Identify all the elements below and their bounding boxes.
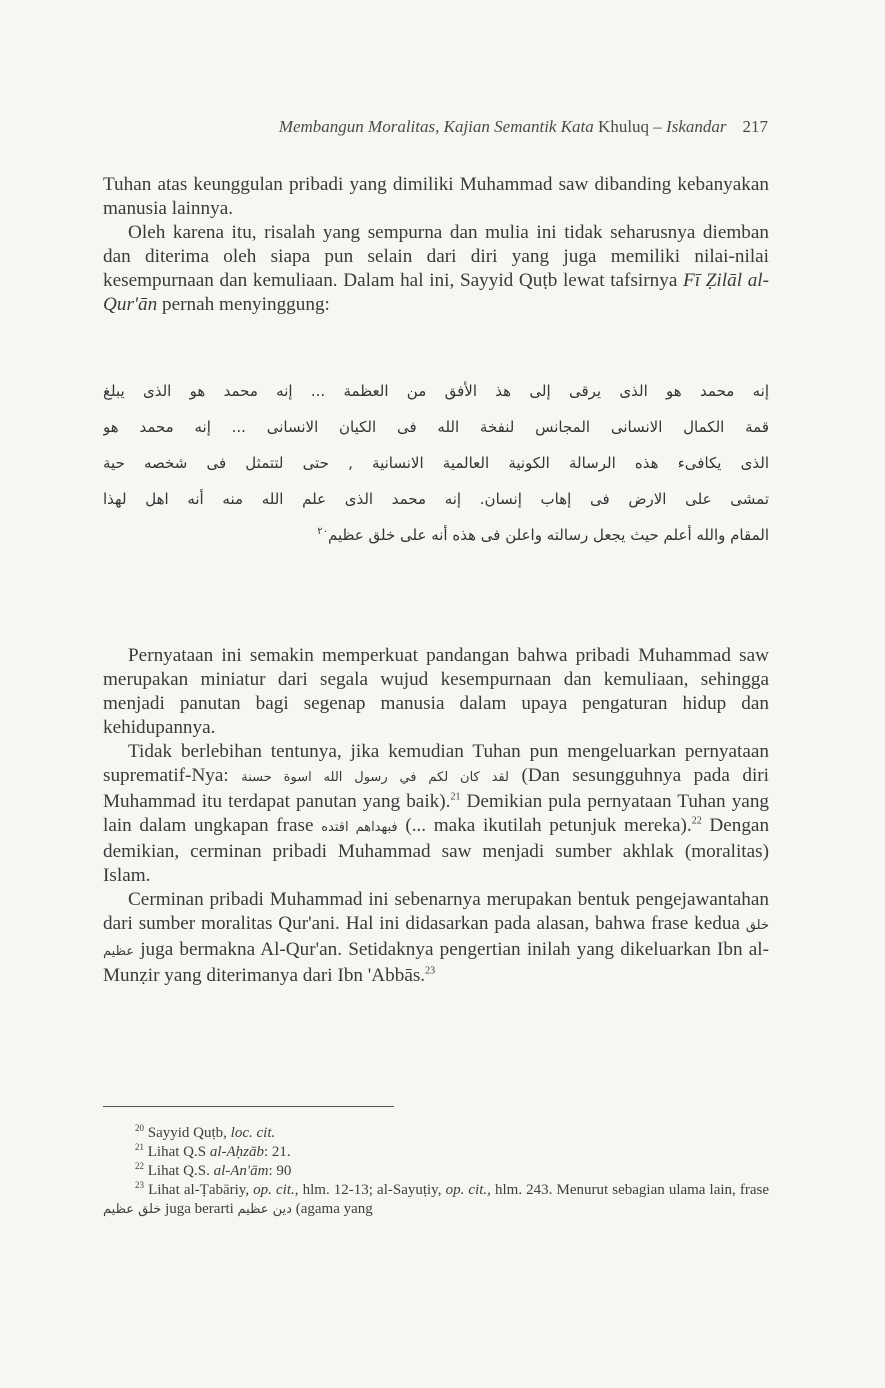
footnote-ref-23: 23	[425, 965, 436, 977]
footnote-ref-20: ٢٠	[317, 526, 328, 537]
footnote-22: $^{22}$ Lihat Q.S. al-An'ām: 90	[135, 1161, 292, 1179]
footnote-ref-22: 22	[691, 815, 702, 827]
arabic-quote-line: المقام والله أعلم حيث يجعل رسالته واعلن فى هذه أنه على خلق عظيم$^{٢٠}$	[317, 526, 769, 544]
paragraph-4: Tidak berlebihan tentunya, jika kemudian Tuhan pun mengeluarkan pernyataan suprematif-Nya: لقد كان لكم في رسول الله اسوة حسنة (Dan sesungguhnya pada diri Muhammad itu terdapat panutan yang baik).$^{21}$ Demikian pula pernyataan Tuhan yang lain dalam ungkapan frase فبهداهم اقتده (... maka ikutilah petunjuk mereka).$^{22}$ Dengan demikian, cerminan pribadi Muhammad saw menjadi sumber akhlak (moralitas) Islam.	[103, 741, 770, 886]
page-number: 217	[742, 117, 768, 136]
arabic-quote-line: إنه محمد هو الذى يرقى إلى هذ الأفق من العظمة ... إنه محمد هو الذى يبلغ	[103, 382, 769, 400]
paragraph-3: Pernyataan ini semakin memperkuat pandangan bahwa pribadi Muhammad saw merupakan miniatur dari segala wujud kesempurnaan dan kemuliaan, sehingga menjadi panutan bagi segenap manusia dalam upaya pengaturan hidup dan kehidupannya.	[103, 645, 769, 738]
footnote-ref-21: 21	[450, 791, 461, 803]
paragraph-1: Tuhan atas keunggulan pribadi yang dimiliki Muhammad saw dibanding kebanyakan manusia lainnya.	[103, 174, 769, 219]
footnote-21: $^{21}$ Lihat Q.S al-Aḥzāb: 21.	[135, 1142, 291, 1160]
paragraph-5: Cerminan pribadi Muhammad ini sebenarnya merupakan bentuk pengejawantahan dari sumber moralitas Qur'ani. Hal ini didasarkan pada alasan, bahwa frase kedua خلق عظيم juga bermakna Al-Qur'an. Setidaknya pengertian inilah yang dikeluarkan Ibn al-Munẓir yang diterimanya dari Ibn 'Abbās.$^{23}$	[103, 889, 770, 986]
body-text-top	[103, 173, 769, 317]
arabic-quote-line: تمشى على الارض فى إهاب إنسان. إنه محمد الذى علم الله منه أنه اهل لهذا	[103, 490, 769, 508]
footnote-23: $^{23}$ Lihat al-Ṭabāriy, op. cit., hlm. 12-13; al-Sayuṭiy, op. cit., hlm. 243. Menurut sebagian ulama lain, frase خلق عظيم juga berarti دين عظيم (agama yang	[103, 1180, 770, 1217]
arabic-quote-line: الذى يكافىء هذه الرسالة الكونية العالمية الانسانية , حتى لتتمثل فى شخصه حية	[103, 454, 769, 472]
body-text-bottom	[103, 644, 769, 988]
arabic-quote	[103, 373, 769, 553]
footnote-20: $^{20}$ Sayyid Quṭb, loc. cit.	[135, 1123, 276, 1141]
header-title: Membangun Moralitas, Kajian Semantik Kata Khuluq – Iskandar	[278, 117, 727, 136]
footnote-divider	[103, 1106, 394, 1107]
running-header	[172, 117, 768, 137]
paragraph-2: Oleh karena itu, risalah yang sempurna dan mulia ini tidak seharusnya diemban dan diterima oleh siapa pun selain dari diri yang juga memiliki nilai-nilai kesempurnaan dan kemuliaan. Dalam hal ini, Sayyid Quṭb lewat tafsirnya Fī Ẓilāl al-Qur'ān pernah menyinggung:	[103, 222, 770, 315]
footnotes	[103, 1124, 769, 1219]
arabic-quote-line: قمة الكمال الانسانى المجانس لنفخة الله فى الكيان الانسانى ... إنه محمد هو	[103, 418, 769, 436]
